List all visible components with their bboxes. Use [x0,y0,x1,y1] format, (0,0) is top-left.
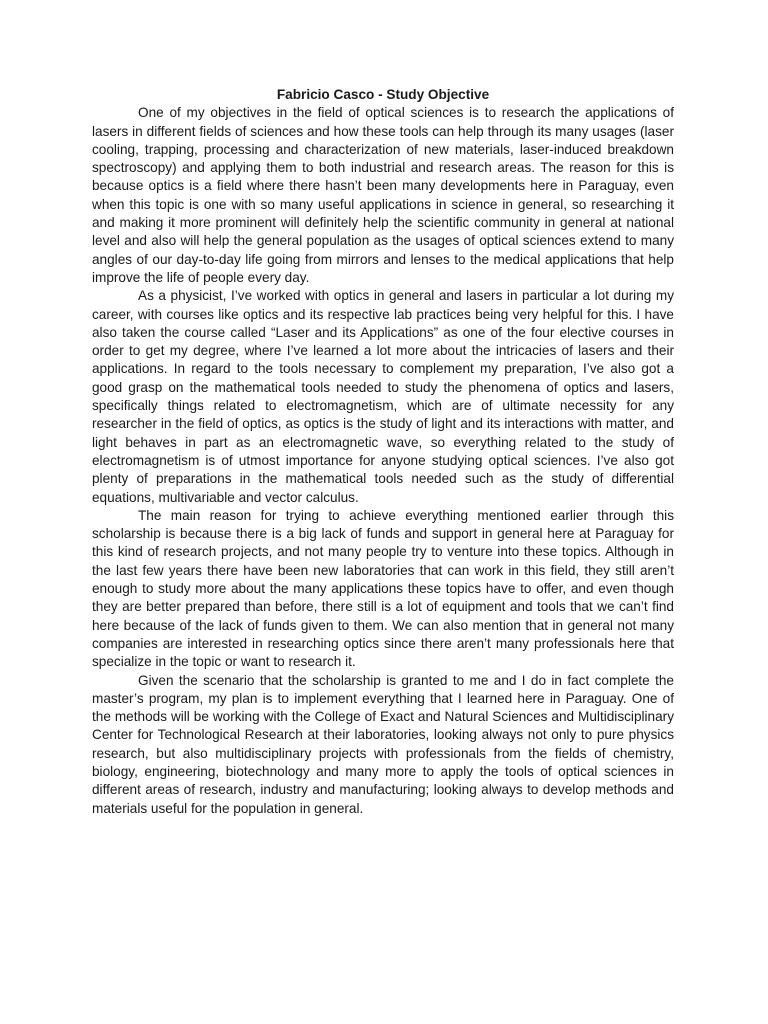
paragraph-motivation: The main reason for trying to achieve everything mentioned earlier through this scholarship is because there is a big lack of funds and support in general here at Paraguay for this kind of research projects, and not many people try to venture into these topics. Although in the last few years there have been new laboratories that can work in this field, they still aren’t enough to study more about the many applications these topics have to offer, and even though they are better prepared than before, there still is a lot of equipment and tools that we can’t find here because of the lack of funds given to them. We can also mention that in general not many companies are interested in researching optics since there aren’t many professionals here that specialize in the topic or want to research it. [92,507,674,670]
document-title: Fabricio Casco - Study Objective [276,87,490,102]
paragraph-plan: Given the scenario that the scholarship is granted to me and I do in fact complete the master’s program, my plan is to implement everything that I learned here in Paraguay. One of the methods will be working with the College of Exact and Natural Sciences and Multidisciplinary Center for Technological Research at their laboratories, looking always not only to pure physics research, but also multidisciplinary projects with professionals from the fields of chemistry, biology, engineering, biotechnology and many more to apply the tools of optical sciences in different areas of research, industry and manufacturing; looking always to develop methods and materials useful for the population in general. [92,672,674,816]
document-page [92,86,674,818]
paragraph-objectives: One of my objectives in the field of optical sciences is to research the applications of lasers in different fields of sciences and how these tools can help through its many usages (laser cooling, trapping, processing and characterization of new materials, laser-induced breakdown spectroscopy) and applying them to both industrial and research areas. The reason for this is because optics is a field where there hasn’t been many developments here in Paraguay, even when this topic is one with so many useful applications in science in general, so researching it and making it more prominent will definitely help the scientific community in general at national level and also will help the general population as the usages of optical sciences extend to many angles of our day-to-day life going from mirrors and lenses to the medical applications that help improve the life of people every day. [92,105,674,285]
paragraph-background: As a physicist, I’ve worked with optics in general and lasers in particular a lot during my career, with courses like optics and its respective lab practices being very helpful for this. I have also taken the course called “Laser and its Applications” as one of the four elective courses in order to get my degree, where I’ve learned a lot more about the intricacies of lasers and their applications. In regard to the tools necessary to complement my preparation, I’ve also got a good grasp on the mathematical tools needed to study the phenomena of optics and lasers, specifically things related to electromagnetism, which are of ultimate necessity for any researcher in the field of optics, as optics is the study of light and its interactions with matter, and light behaves in part as an electromagnetic wave, so everything related to the study of electromagnetism is of utmost importance for anyone studying optical sciences. I’ve also got plenty of preparations in the mathematical tools needed such as the study of differential equations, multivariable and vector calculus. [92,288,674,505]
